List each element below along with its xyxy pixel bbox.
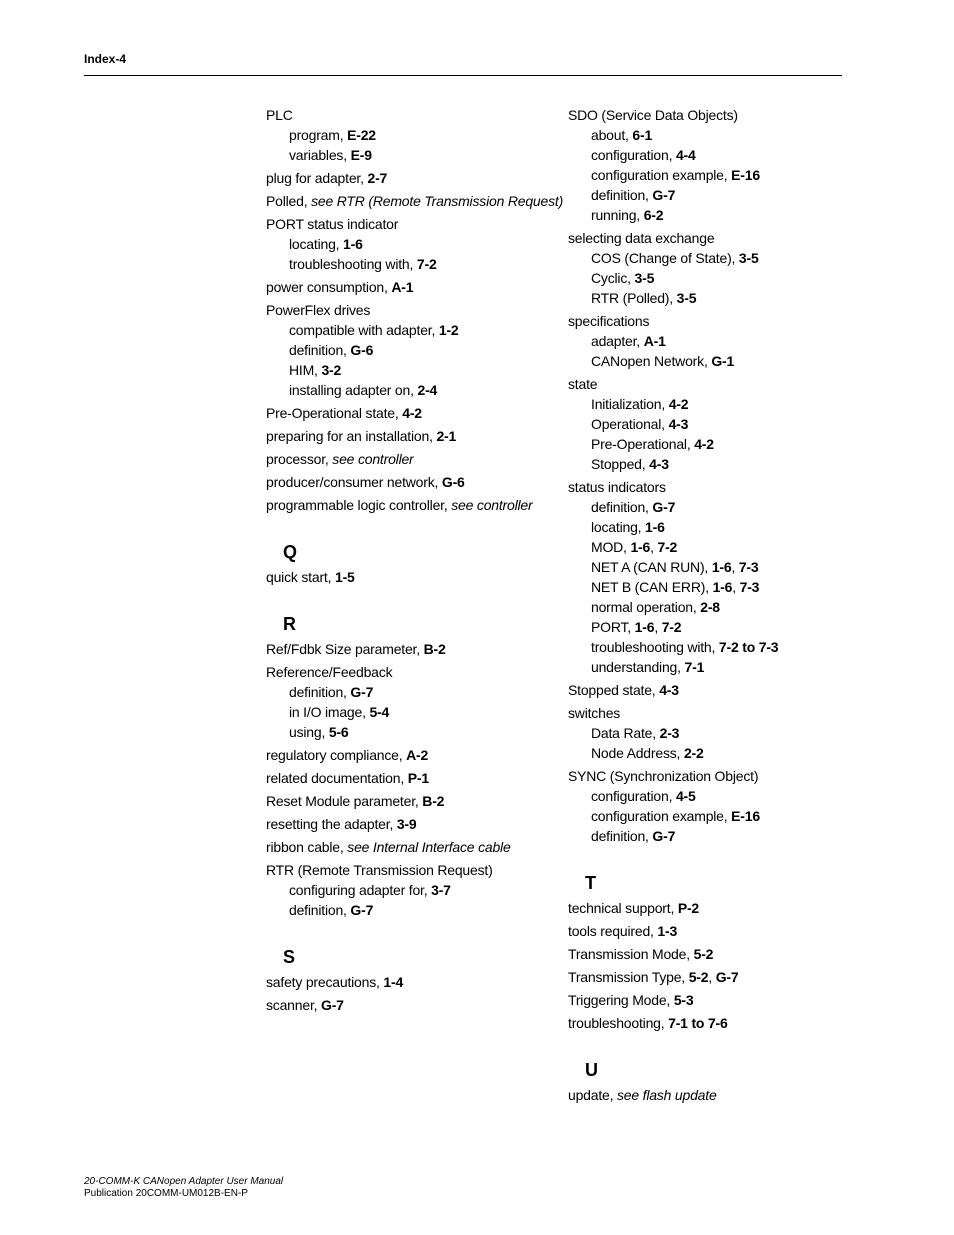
page-reference: B-2 <box>423 641 446 657</box>
entry-text: processor, <box>266 451 333 467</box>
entry-text: troubleshooting with, <box>591 639 719 655</box>
index-entry <box>568 703 858 723</box>
page-reference: 3-5 <box>676 290 697 306</box>
page-reference: 7-3 <box>739 579 760 595</box>
entry-text: Operational, <box>591 416 669 432</box>
index-entry <box>266 995 556 1015</box>
page-reference: 1-6 <box>711 559 732 575</box>
entry-text: scanner, <box>266 997 322 1013</box>
page-reference: 1-6 <box>343 236 363 252</box>
entry-text: tools required, <box>568 923 658 939</box>
page-reference: 7-2 <box>661 619 682 635</box>
index-subentry <box>266 702 556 722</box>
page-header-label: Index-4 <box>84 52 127 66</box>
entry-text: program, <box>289 127 348 143</box>
page-reference: 1-6 <box>645 519 665 535</box>
index-entry <box>266 639 556 659</box>
entry-text: PLC <box>266 107 293 123</box>
index-subentry <box>568 577 858 597</box>
page-reference: 5-2 <box>688 969 709 985</box>
index-subentry <box>568 454 858 474</box>
index-subentry <box>568 248 858 268</box>
entry-text: running, <box>591 207 644 223</box>
entry-text: Transmission Type, <box>568 969 689 985</box>
page-reference: 4-3 <box>649 456 669 472</box>
index-subentry <box>266 145 556 165</box>
entry-text: selecting data exchange <box>568 230 715 246</box>
entry-text: status indicators <box>568 479 666 495</box>
entry-text: definition, <box>591 499 653 515</box>
page-reference: 4-3 <box>668 416 689 432</box>
entry-text: Stopped state, <box>568 682 660 698</box>
page-reference: E-16 <box>731 808 760 824</box>
page-reference: 7-1 <box>684 659 705 675</box>
index-entry <box>266 300 556 320</box>
page-reference: G-1 <box>711 353 735 369</box>
entry-text: , <box>654 619 662 635</box>
entry-text: , <box>650 539 658 555</box>
entry-text: PORT, <box>591 619 635 635</box>
cross-reference: see flash update <box>617 1087 717 1103</box>
entry-text: definition, <box>591 828 653 844</box>
entry-text: RTR (Polled), <box>591 290 677 306</box>
index-subentry <box>568 394 858 414</box>
entry-text: technical support, <box>568 900 678 916</box>
index-subentry <box>568 597 858 617</box>
index-subentry <box>568 537 858 557</box>
index-subentry <box>266 880 556 900</box>
entry-text: Node Address, <box>591 745 684 761</box>
entry-text: definition, <box>289 684 351 700</box>
page-reference: 3-5 <box>738 250 759 266</box>
index-entry <box>266 662 556 682</box>
page-reference: 7-2 <box>657 539 678 555</box>
page-reference: A-1 <box>643 333 666 349</box>
page-reference: E-16 <box>731 167 760 183</box>
entry-text: SDO (Service Data Objects) <box>568 107 738 123</box>
page-reference: 7-2 <box>416 256 437 272</box>
page-footer <box>84 1176 283 1200</box>
index-entry <box>568 374 858 394</box>
page-reference: 2-4 <box>417 382 438 398</box>
index-subentry <box>568 205 858 225</box>
index-section-letter: T <box>585 873 596 893</box>
index-subentry <box>266 125 556 145</box>
entry-text: definition, <box>289 902 351 918</box>
entry-text: installing adapter on, <box>289 382 418 398</box>
entry-text: producer/consumer network, <box>266 474 442 490</box>
entry-text: programmable logic controller, <box>266 497 452 513</box>
page-reference: B-2 <box>422 793 445 809</box>
page-reference: 3-5 <box>634 270 655 286</box>
page-reference: 3-9 <box>396 816 417 832</box>
index-entry <box>568 311 858 331</box>
entry-text: ribbon cable, <box>266 839 348 855</box>
page-reference: 5-3 <box>673 992 694 1008</box>
index-subentry <box>266 360 556 380</box>
page-reference: 4-4 <box>675 147 696 163</box>
index-entry <box>568 1085 858 1105</box>
footer-publication-number: Publication 20COMM-UM012B-EN-P <box>84 1188 248 1199</box>
index-subentry <box>568 331 858 351</box>
page-reference: 4-5 <box>675 788 696 804</box>
index-subentry <box>568 185 858 205</box>
page-reference: P-1 <box>407 770 429 786</box>
page-reference: 1-6 <box>634 619 655 635</box>
page-reference: 5-6 <box>328 724 349 740</box>
index-entry <box>266 105 556 125</box>
entry-text: PowerFlex drives <box>266 302 371 318</box>
page-reference: E-9 <box>350 147 372 163</box>
page-reference: G-7 <box>321 997 344 1013</box>
entry-text: Pre-Operational state, <box>266 405 403 421</box>
entry-text: Transmission Mode, <box>568 946 694 962</box>
entry-text: Cyclic, <box>591 270 635 286</box>
index-section-letter: S <box>283 947 296 967</box>
index-subentry <box>568 125 858 145</box>
entry-text: power consumption, <box>266 279 392 295</box>
index-subentry <box>266 320 556 340</box>
entry-text: locating, <box>591 519 646 535</box>
entry-text: SYNC (Synchronization Object) <box>568 768 759 784</box>
page-reference: G-6 <box>350 342 374 358</box>
index-subentry <box>568 723 858 743</box>
index-subentry <box>568 617 858 637</box>
index-entry <box>266 791 556 811</box>
entry-text: locating, <box>289 236 344 252</box>
index-section-letter: R <box>283 614 296 634</box>
page-reference: G-7 <box>715 969 739 985</box>
entry-text: understanding, <box>591 659 685 675</box>
entry-text: configuring adapter for, <box>289 882 432 898</box>
entry-text: resetting the adapter, <box>266 816 397 832</box>
page-reference: 4-2 <box>668 396 689 412</box>
index-entry <box>568 921 858 941</box>
entry-text: NET A (CAN RUN), <box>591 559 712 575</box>
entry-text: using, <box>289 724 329 740</box>
index-entry <box>266 449 556 469</box>
entry-text: regulatory compliance, <box>266 747 407 763</box>
entry-text: , <box>731 559 739 575</box>
index-subentry <box>568 786 858 806</box>
page-reference: 2-3 <box>659 725 680 741</box>
page-reference: 5-4 <box>369 704 390 720</box>
index-entry <box>266 837 556 857</box>
entry-text: normal operation, <box>591 599 701 615</box>
entry-text: Reset Module parameter, <box>266 793 423 809</box>
entry-text: state <box>568 376 598 392</box>
page-reference: 4-3 <box>659 682 679 698</box>
index-subentry <box>568 268 858 288</box>
page-reference: G-7 <box>652 828 676 844</box>
entry-text: plug for adapter, <box>266 170 368 186</box>
index-subentry <box>266 340 556 360</box>
entry-text: CANopen Network, <box>591 353 712 369</box>
entry-text: COS (Change of State), <box>591 250 739 266</box>
entry-text: related documentation, <box>266 770 408 786</box>
entry-text: Stopped, <box>591 456 650 472</box>
index-subentry <box>266 234 556 254</box>
cross-reference: see controller <box>332 451 414 467</box>
entry-text: adapter, <box>591 333 644 349</box>
index-subentry <box>568 557 858 577</box>
page-reference: 2-7 <box>367 170 388 186</box>
index-subentry <box>266 682 556 702</box>
index-entry <box>568 105 858 125</box>
index-subentry <box>266 722 556 742</box>
index-subentry <box>568 826 858 846</box>
page-reference: 7-3 <box>738 559 759 575</box>
page-reference: 6-2 <box>643 207 664 223</box>
page-reference: 7-1 to 7-6 <box>668 1015 728 1031</box>
index-section-letter: U <box>585 1060 598 1080</box>
entry-text: troubleshooting with, <box>289 256 417 272</box>
index-subentry <box>568 806 858 826</box>
index-entry <box>266 472 556 492</box>
page-reference: 1-5 <box>334 569 355 585</box>
index-entry <box>266 567 556 587</box>
index-subentry <box>568 351 858 371</box>
index-subentry <box>568 637 858 657</box>
entry-text: Data Rate, <box>591 725 660 741</box>
entry-text: about, <box>591 127 633 143</box>
entry-text: switches <box>568 705 621 721</box>
page-reference: G-7 <box>350 684 374 700</box>
entry-text: Triggering Mode, <box>568 992 674 1008</box>
entry-text: NET B (CAN ERR), <box>591 579 713 595</box>
index-subentry <box>266 900 556 920</box>
entry-text: Polled, <box>266 193 312 209</box>
index-entry <box>266 426 556 446</box>
entry-text: PORT status indicator <box>266 216 399 232</box>
entry-text: MOD, <box>591 539 631 555</box>
page-reference: 4-2 <box>694 436 714 452</box>
index-entry <box>568 477 858 497</box>
index-subentry <box>568 743 858 763</box>
index-subentry <box>568 434 858 454</box>
entry-text: configuration, <box>591 147 676 163</box>
index-subentry <box>568 497 858 517</box>
entry-text: specifications <box>568 313 650 329</box>
page-reference: 1-4 <box>383 974 404 990</box>
index-entry <box>568 898 858 918</box>
index-entry <box>266 168 556 188</box>
index-entry <box>568 1013 858 1033</box>
entry-text: compatible with adapter, <box>289 322 439 338</box>
entry-text: Ref/Fdbk Size parameter, <box>266 641 424 657</box>
index-entry <box>568 680 858 700</box>
index-column-right <box>568 105 858 1105</box>
index-entry <box>568 990 858 1010</box>
entry-text: Reference/Feedback <box>266 664 393 680</box>
entry-text: configuration example, <box>591 167 732 183</box>
header-rule <box>84 75 842 76</box>
index-entry <box>266 495 556 515</box>
index-entry <box>568 228 858 248</box>
index-entry <box>568 766 858 786</box>
index-entry <box>266 191 564 211</box>
footer-manual-title: 20-COMM-K CANopen Adapter User Manual <box>84 1176 284 1187</box>
page-reference: 2-1 <box>436 428 457 444</box>
entry-text: preparing for an installation, <box>266 428 437 444</box>
index-subentry <box>568 288 858 308</box>
page-reference: A-1 <box>391 279 414 295</box>
index-entry <box>568 944 858 964</box>
index-subentry <box>568 165 858 185</box>
index-subentry <box>568 145 858 165</box>
entry-text: RTR (Remote Transmission Request) <box>266 862 493 878</box>
page-reference: G-6 <box>441 474 465 490</box>
entry-text: in I/O image, <box>289 704 370 720</box>
index-subentry <box>266 380 556 400</box>
entry-text: quick start, <box>266 569 335 585</box>
entry-text: , <box>732 579 740 595</box>
index-subentry <box>568 414 858 434</box>
entry-text: update, <box>568 1087 617 1103</box>
page-reference: 3-2 <box>321 362 342 378</box>
index-entry <box>266 214 556 234</box>
page-reference: E-22 <box>347 127 376 143</box>
page-reference: 7-2 to 7-3 <box>718 639 779 655</box>
page-reference: G-7 <box>652 187 676 203</box>
page-reference: 3-7 <box>431 882 451 898</box>
entry-text: configuration example, <box>591 808 732 824</box>
entry-text: Initialization, <box>591 396 669 412</box>
entry-text: Pre-Operational, <box>591 436 695 452</box>
page-reference: 6-1 <box>632 127 653 143</box>
entry-text: configuration, <box>591 788 676 804</box>
index-section-letter: Q <box>283 542 298 562</box>
entry-text: , <box>708 969 716 985</box>
entry-text: safety precautions, <box>266 974 384 990</box>
page-reference: G-7 <box>350 902 374 918</box>
cross-reference: see controller <box>451 497 533 513</box>
index-entry <box>568 967 858 987</box>
index-subentry <box>266 254 556 274</box>
page-reference: 1-6 <box>712 579 733 595</box>
page-reference: 1-6 <box>630 539 651 555</box>
index-entry <box>266 277 556 297</box>
index-entry <box>266 768 556 788</box>
page-reference: A-2 <box>406 747 429 763</box>
index-column-left <box>266 105 564 1015</box>
entry-text: definition, <box>591 187 653 203</box>
cross-reference: see Internal Interface cable <box>347 839 511 855</box>
index-entry <box>266 972 556 992</box>
entry-text: troubleshooting, <box>568 1015 669 1031</box>
index-entry <box>266 860 556 880</box>
index-entry <box>266 745 556 765</box>
entry-text: definition, <box>289 342 351 358</box>
page-reference: P-2 <box>677 900 700 916</box>
index-entry <box>266 814 556 834</box>
index-entry <box>266 403 556 423</box>
cross-reference: see RTR (Remote Transmission Request) <box>311 193 564 209</box>
page-reference: 2-8 <box>700 599 720 615</box>
entry-text: variables, <box>289 147 351 163</box>
page-reference: 1-2 <box>438 322 459 338</box>
page-reference: 1-3 <box>657 923 678 939</box>
index-subentry <box>568 657 858 677</box>
entry-text: HIM, <box>289 362 322 378</box>
page-reference: G-7 <box>652 499 676 515</box>
page-reference: 5-2 <box>693 946 714 962</box>
page-reference: 4-2 <box>402 405 422 421</box>
page-reference: 2-2 <box>683 745 704 761</box>
index-subentry <box>568 517 858 537</box>
